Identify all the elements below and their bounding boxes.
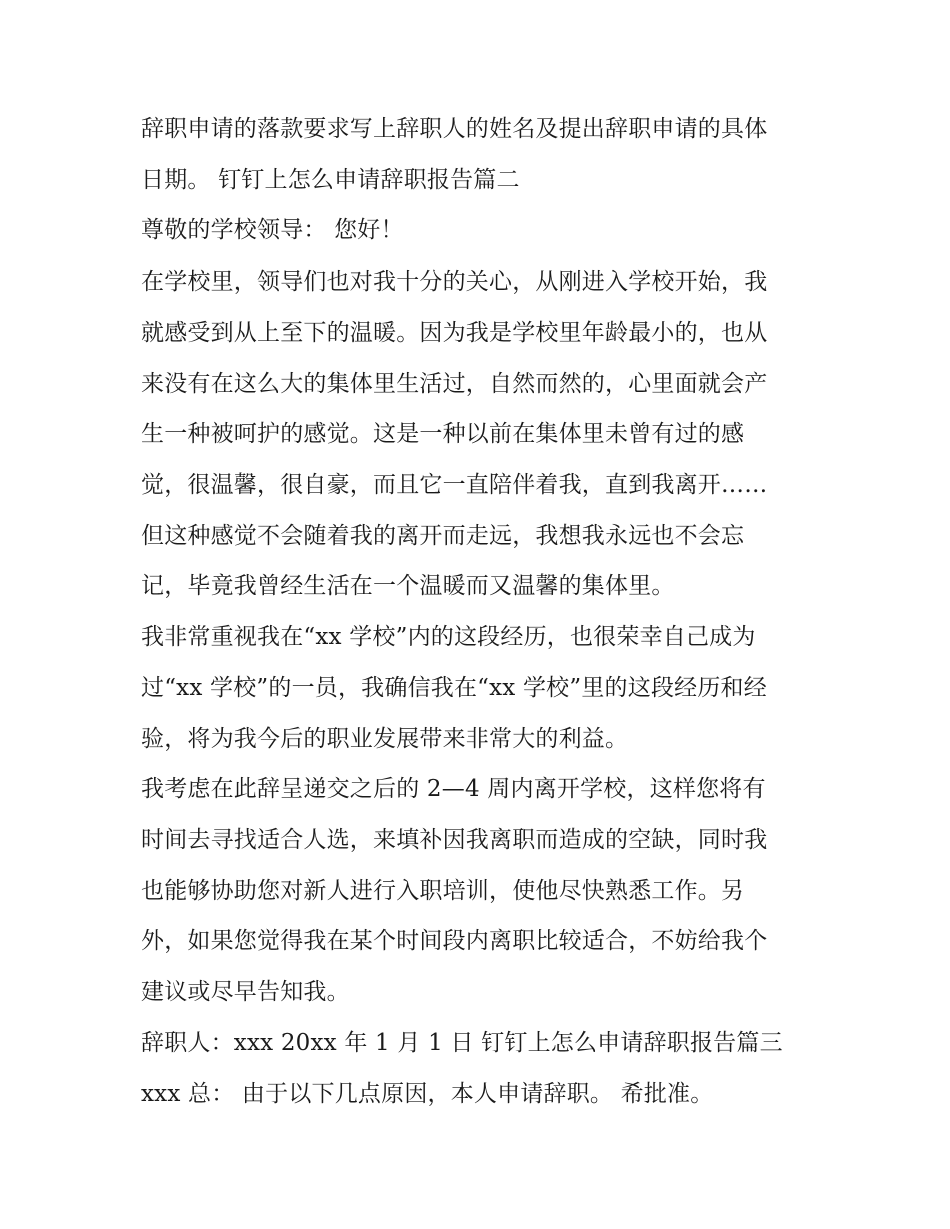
text-line: 我非常重视我在“xx 学校”内的这段经历，也很荣幸自己成为 (141, 624, 756, 650)
text-line: 辞职人：xxx 20xx 年 1 月 1 日 钉钉上怎么申请辞职报告篇三 (141, 1030, 783, 1056)
text-line: 过“xx 学校”的一员，我确信我在“xx 学校”里的这段经历和经 (141, 675, 767, 701)
text-line: 时间去寻找适合人选，来填补因我离职而造成的空缺，同时我 (141, 827, 768, 853)
text-line: xxx 总： 由于以下几点原因，本人申请辞职。 希批准。 (141, 1081, 714, 1107)
text-line: 也能够协助您对新人进行入职培训，使他尽快熟悉工作。另 (141, 878, 745, 904)
text-line: 觉，很温馨，很自豪，而且它一直陪伴着我，直到我离开…… (141, 472, 768, 498)
text-line: 外，如果您觉得我在某个时间段内离职比较适合，不妨给我个 (141, 928, 768, 954)
text-line: 但这种感觉不会随着我的离开而走远，我想我永远也不会忘 (141, 523, 745, 549)
text-line: 建议或尽早告知我。 (141, 979, 350, 1005)
text-line: 尊敬的学校领导： 您好！ (141, 217, 404, 243)
text-line: 验，将为我今后的职业发展带来非常大的利益。 (141, 726, 629, 752)
text-line: 我考虑在此辞呈递交之后的 2—4 周内离开学校，这样您将有 (141, 776, 766, 802)
text-line: 生一种被呵护的感觉。这是一种以前在集体里未曾有过的感 (141, 421, 745, 447)
text-line: 日期。 钉钉上怎么申请辞职报告篇二 (141, 167, 520, 193)
text-line: 辞职申请的落款要求写上辞职人的姓名及提出辞职申请的具体 (141, 116, 768, 142)
text-line: 来没有在这么大的集体里生活过，自然而然的，心里面就会产 (141, 371, 768, 397)
text-line: 在学校里，领导们也对我十分的关心，从刚进入学校开始，我 (141, 269, 768, 295)
text-line: 记，毕竟我曾经生活在一个温暖而又温馨的集体里。 (141, 573, 675, 599)
text-line: 就感受到从上至下的温暖。因为我是学校里年龄最小的，也从 (141, 320, 768, 346)
